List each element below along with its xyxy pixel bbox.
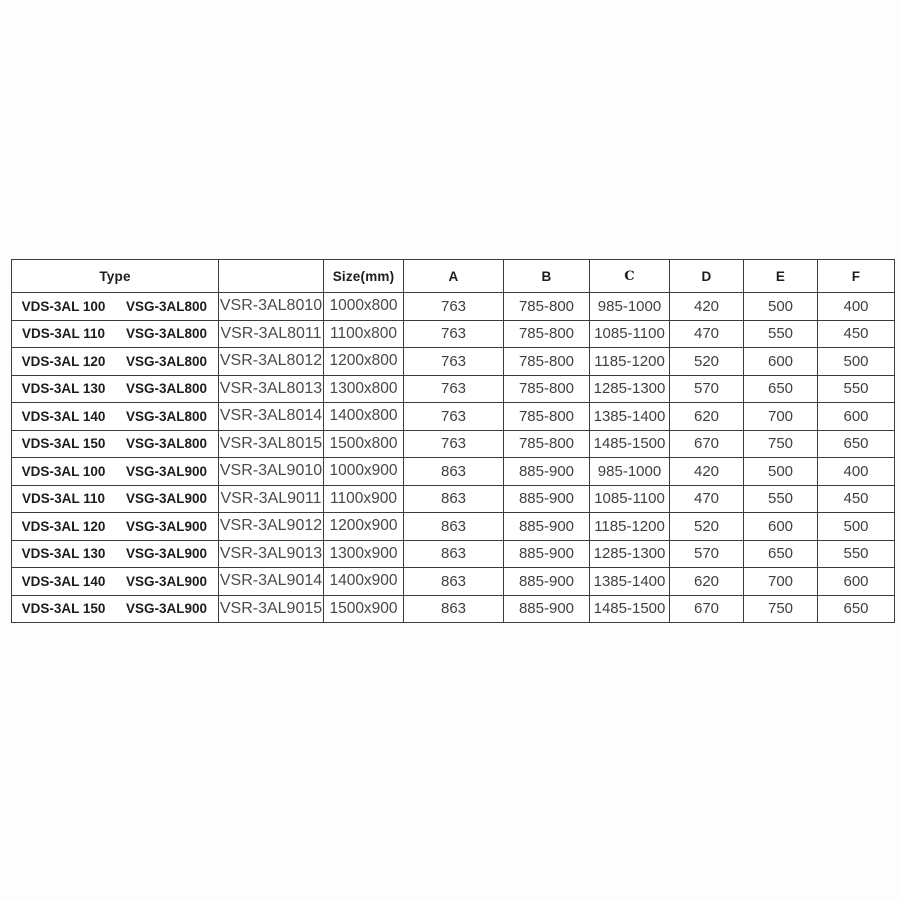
spec-table bbox=[11, 259, 895, 623]
dim-e-cell: 550 bbox=[744, 320, 818, 348]
type-pair bbox=[12, 381, 218, 396]
type-model-vsg: VSG-3AL900 bbox=[125, 491, 208, 507]
type-model-vds: VDS-3AL 110 bbox=[21, 326, 106, 342]
type-cell bbox=[12, 348, 219, 376]
dim-f-cell: 550 bbox=[818, 375, 895, 403]
dim-e-cell: 700 bbox=[744, 568, 818, 596]
type-model-vsg: VSG-3AL900 bbox=[125, 601, 208, 617]
model-code-cell: VSR-3AL8015 bbox=[219, 430, 324, 458]
type-cell bbox=[12, 430, 219, 458]
type-pair bbox=[12, 464, 218, 479]
dim-b-cell: 885-900 bbox=[504, 458, 590, 486]
dim-a-cell: 763 bbox=[404, 375, 504, 403]
type-cell bbox=[12, 513, 219, 541]
dim-c-cell: 1085-1100 bbox=[590, 320, 670, 348]
dim-f-cell: 450 bbox=[818, 320, 895, 348]
dim-a-cell: 863 bbox=[404, 513, 504, 541]
dim-c-cell: 1485-1500 bbox=[590, 595, 670, 623]
type-cell bbox=[12, 568, 219, 596]
type-pair bbox=[12, 409, 218, 424]
dim-e-cell: 750 bbox=[744, 430, 818, 458]
dim-c-cell: 1485-1500 bbox=[590, 430, 670, 458]
dim-b-cell: 785-800 bbox=[504, 293, 590, 321]
dim-e-cell: 500 bbox=[744, 293, 818, 321]
dim-f-cell: 550 bbox=[818, 540, 895, 568]
table-row bbox=[12, 348, 895, 376]
model-code-cell: VSR-3AL8010 bbox=[219, 293, 324, 321]
table-row bbox=[12, 403, 895, 431]
type-model-vsg: VSG-3AL800 bbox=[125, 381, 208, 397]
table-row bbox=[12, 320, 895, 348]
type-model-vds: VDS-3AL 140 bbox=[21, 573, 106, 589]
dim-e-cell: 700 bbox=[744, 403, 818, 431]
size-cell: 1300x900 bbox=[324, 540, 404, 568]
dim-b-cell: 885-900 bbox=[504, 540, 590, 568]
model-code-cell: VSR-3AL8012 bbox=[219, 348, 324, 376]
type-model-vsg: VSG-3AL800 bbox=[125, 298, 208, 314]
model-code-cell: VSR-3AL9014 bbox=[219, 568, 324, 596]
dim-c-cell: 1285-1300 bbox=[590, 375, 670, 403]
type-pair bbox=[12, 519, 218, 534]
table-row bbox=[12, 540, 895, 568]
type-cell bbox=[12, 458, 219, 486]
type-model-vds: VDS-3AL 150 bbox=[21, 436, 106, 452]
dim-b-cell: 885-900 bbox=[504, 595, 590, 623]
spec-table-header bbox=[12, 260, 895, 293]
col-header-size: Size(mm) bbox=[324, 260, 404, 293]
dim-c-cell: 1085-1100 bbox=[590, 485, 670, 513]
type-pair bbox=[12, 546, 218, 561]
type-model-vsg: VSG-3AL800 bbox=[125, 436, 208, 452]
spec-table-body bbox=[12, 293, 895, 623]
dim-d-cell: 570 bbox=[670, 540, 744, 568]
model-code-cell: VSR-3AL8013 bbox=[219, 375, 324, 403]
dim-d-cell: 420 bbox=[670, 293, 744, 321]
dim-b-cell: 785-800 bbox=[504, 430, 590, 458]
dim-e-cell: 500 bbox=[744, 458, 818, 486]
dim-a-cell: 763 bbox=[404, 293, 504, 321]
type-model-vds: VDS-3AL 140 bbox=[21, 408, 106, 424]
type-pair bbox=[12, 574, 218, 589]
dim-d-cell: 620 bbox=[670, 403, 744, 431]
type-pair bbox=[12, 326, 218, 341]
type-pair bbox=[12, 354, 218, 369]
type-pair bbox=[12, 299, 218, 314]
dim-b-cell: 785-800 bbox=[504, 348, 590, 376]
dim-c-cell: 1185-1200 bbox=[590, 348, 670, 376]
type-model-vds: VDS-3AL 130 bbox=[21, 381, 106, 397]
dim-a-cell: 863 bbox=[404, 595, 504, 623]
dim-f-cell: 650 bbox=[818, 430, 895, 458]
header-row bbox=[12, 260, 895, 293]
dim-e-cell: 600 bbox=[744, 513, 818, 541]
dim-c-cell: 985-1000 bbox=[590, 293, 670, 321]
type-model-vsg: VSG-3AL800 bbox=[125, 353, 208, 369]
table-row bbox=[12, 293, 895, 321]
size-cell: 1100x800 bbox=[324, 320, 404, 348]
type-pair bbox=[12, 436, 218, 451]
size-cell: 1200x800 bbox=[324, 348, 404, 376]
model-code-cell: VSR-3AL8014 bbox=[219, 403, 324, 431]
size-cell: 1100x900 bbox=[324, 485, 404, 513]
col-header-b: B bbox=[504, 260, 590, 293]
model-code-cell: VSR-3AL9015 bbox=[219, 595, 324, 623]
type-model-vsg: VSG-3AL900 bbox=[125, 573, 208, 589]
dim-a-cell: 863 bbox=[404, 540, 504, 568]
model-code-cell: VSR-3AL9013 bbox=[219, 540, 324, 568]
dim-e-cell: 550 bbox=[744, 485, 818, 513]
dim-c-cell: 1385-1400 bbox=[590, 568, 670, 596]
dim-a-cell: 863 bbox=[404, 568, 504, 596]
type-model-vsg: VSG-3AL900 bbox=[125, 463, 208, 479]
model-code-cell: VSR-3AL9010 bbox=[219, 458, 324, 486]
col-header-c: C bbox=[590, 260, 670, 293]
type-model-vsg: VSG-3AL900 bbox=[125, 546, 208, 562]
type-model-vds: VDS-3AL 110 bbox=[21, 491, 106, 507]
type-cell bbox=[12, 595, 219, 623]
type-cell bbox=[12, 320, 219, 348]
type-pair bbox=[12, 601, 218, 616]
dim-c-cell: 1285-1300 bbox=[590, 540, 670, 568]
table-row bbox=[12, 513, 895, 541]
size-cell: 1000x900 bbox=[324, 458, 404, 486]
dim-a-cell: 763 bbox=[404, 320, 504, 348]
dim-a-cell: 763 bbox=[404, 403, 504, 431]
dim-d-cell: 470 bbox=[670, 320, 744, 348]
col-header-d: D bbox=[670, 260, 744, 293]
dim-c-cell: 1185-1200 bbox=[590, 513, 670, 541]
dim-d-cell: 520 bbox=[670, 513, 744, 541]
type-model-vds: VDS-3AL 120 bbox=[21, 518, 106, 534]
type-cell bbox=[12, 375, 219, 403]
col-header-e: E bbox=[744, 260, 818, 293]
dim-a-cell: 863 bbox=[404, 485, 504, 513]
type-model-vsg: VSG-3AL800 bbox=[125, 408, 208, 424]
type-model-vds: VDS-3AL 130 bbox=[21, 546, 106, 562]
dim-c-cell: 985-1000 bbox=[590, 458, 670, 486]
size-cell: 1400x800 bbox=[324, 403, 404, 431]
table-row bbox=[12, 375, 895, 403]
dim-d-cell: 520 bbox=[670, 348, 744, 376]
type-model-vsg: VSG-3AL800 bbox=[125, 326, 208, 342]
dim-d-cell: 670 bbox=[670, 430, 744, 458]
dim-d-cell: 420 bbox=[670, 458, 744, 486]
table-row bbox=[12, 595, 895, 623]
type-cell bbox=[12, 485, 219, 513]
table-row bbox=[12, 458, 895, 486]
size-cell: 1200x900 bbox=[324, 513, 404, 541]
table-row bbox=[12, 430, 895, 458]
dim-f-cell: 650 bbox=[818, 595, 895, 623]
dim-a-cell: 863 bbox=[404, 458, 504, 486]
model-code-cell: VSR-3AL9012 bbox=[219, 513, 324, 541]
table-row bbox=[12, 485, 895, 513]
table-row bbox=[12, 568, 895, 596]
dim-d-cell: 670 bbox=[670, 595, 744, 623]
type-pair bbox=[12, 491, 218, 506]
dim-f-cell: 600 bbox=[818, 568, 895, 596]
type-model-vds: VDS-3AL 100 bbox=[21, 463, 106, 479]
dim-b-cell: 785-800 bbox=[504, 320, 590, 348]
dim-d-cell: 570 bbox=[670, 375, 744, 403]
dim-f-cell: 400 bbox=[818, 293, 895, 321]
dim-e-cell: 750 bbox=[744, 595, 818, 623]
dim-e-cell: 600 bbox=[744, 348, 818, 376]
col-header-f: F bbox=[818, 260, 895, 293]
type-model-vds: VDS-3AL 100 bbox=[21, 298, 106, 314]
size-cell: 1000x800 bbox=[324, 293, 404, 321]
model-code-cell: VSR-3AL9011 bbox=[219, 485, 324, 513]
type-cell bbox=[12, 403, 219, 431]
spec-table-container bbox=[11, 259, 894, 623]
dim-d-cell: 620 bbox=[670, 568, 744, 596]
size-cell: 1500x800 bbox=[324, 430, 404, 458]
col-header-a: A bbox=[404, 260, 504, 293]
type-model-vds: VDS-3AL 150 bbox=[21, 601, 106, 617]
dim-b-cell: 885-900 bbox=[504, 513, 590, 541]
dim-a-cell: 763 bbox=[404, 430, 504, 458]
dim-b-cell: 885-900 bbox=[504, 568, 590, 596]
dim-f-cell: 450 bbox=[818, 485, 895, 513]
dim-e-cell: 650 bbox=[744, 540, 818, 568]
dim-b-cell: 785-800 bbox=[504, 375, 590, 403]
dim-f-cell: 500 bbox=[818, 348, 895, 376]
dim-b-cell: 885-900 bbox=[504, 485, 590, 513]
dim-c-cell: 1385-1400 bbox=[590, 403, 670, 431]
dim-b-cell: 785-800 bbox=[504, 403, 590, 431]
dim-f-cell: 500 bbox=[818, 513, 895, 541]
dim-a-cell: 763 bbox=[404, 348, 504, 376]
size-cell: 1300x800 bbox=[324, 375, 404, 403]
type-model-vds: VDS-3AL 120 bbox=[21, 353, 106, 369]
size-cell: 1400x900 bbox=[324, 568, 404, 596]
type-cell bbox=[12, 540, 219, 568]
col-header-code bbox=[219, 260, 324, 293]
type-model-vsg: VSG-3AL900 bbox=[125, 518, 208, 534]
type-cell bbox=[12, 293, 219, 321]
model-code-cell: VSR-3AL8011 bbox=[219, 320, 324, 348]
col-header-type: Type bbox=[12, 260, 219, 293]
dim-d-cell: 470 bbox=[670, 485, 744, 513]
dim-e-cell: 650 bbox=[744, 375, 818, 403]
dim-f-cell: 600 bbox=[818, 403, 895, 431]
dim-f-cell: 400 bbox=[818, 458, 895, 486]
size-cell: 1500x900 bbox=[324, 595, 404, 623]
